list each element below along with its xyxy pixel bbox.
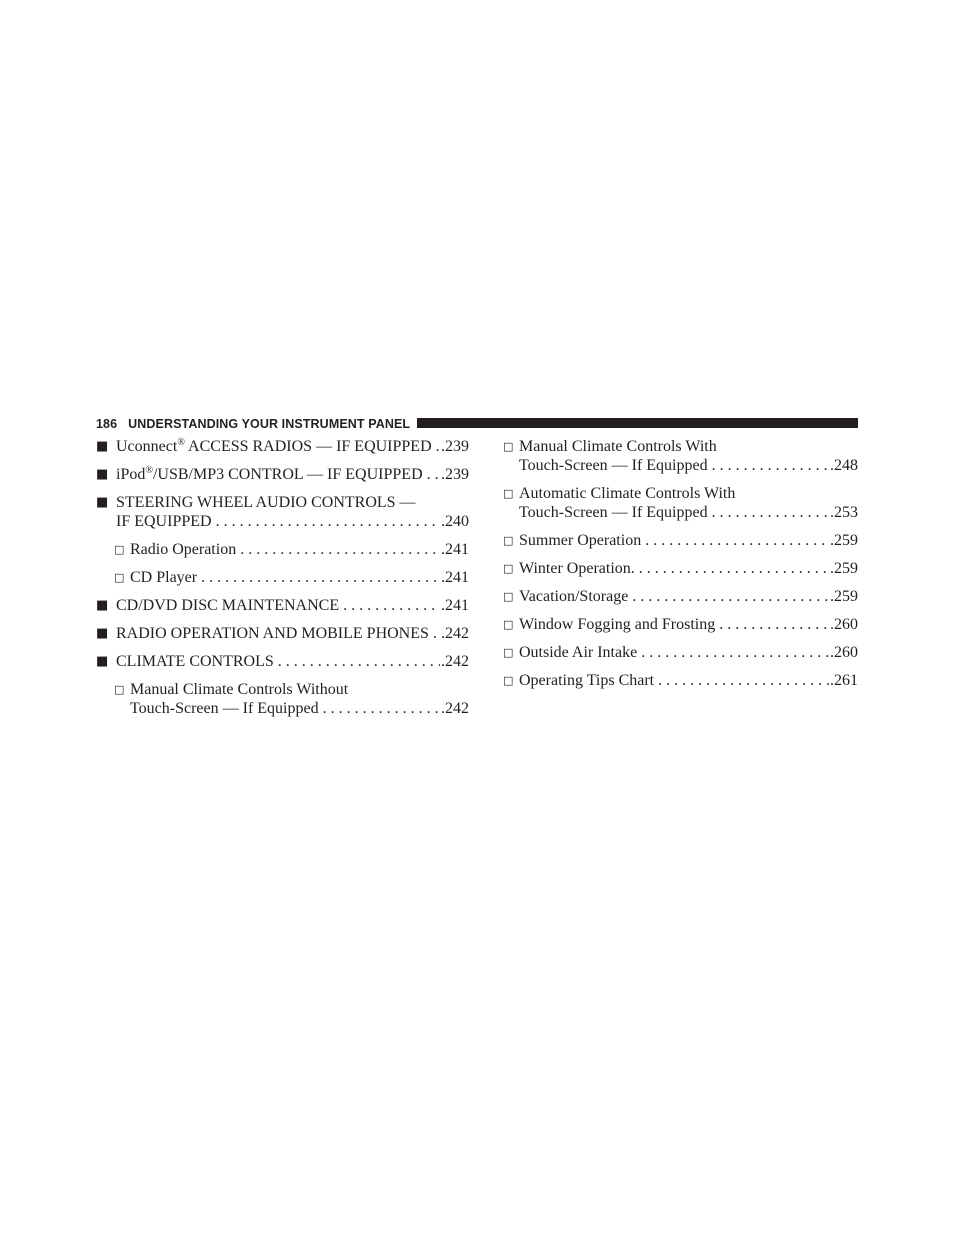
filled-square-bullet-icon: ■ <box>96 439 109 454</box>
toc-page-number: .241 <box>441 541 469 558</box>
toc-entry-title: Touch-Screen — If Equipped <box>130 700 319 717</box>
hollow-square-bullet-icon: □ <box>114 571 125 584</box>
hollow-square-bullet-icon: □ <box>503 562 514 575</box>
toc-page-number: .260 <box>830 644 858 661</box>
toc-page-number: .242 <box>441 700 469 717</box>
toc-entry-title: Automatic Climate Controls With <box>519 485 736 502</box>
dot-leader <box>427 465 440 484</box>
section-title: UNDERSTANDING YOUR INSTRUMENT PANEL <box>128 417 411 431</box>
dot-leader <box>201 568 440 587</box>
hollow-square-bullet-icon: □ <box>503 618 514 631</box>
toc-page-number: .239 <box>441 438 469 455</box>
hollow-square-bullet-icon: □ <box>503 487 514 500</box>
toc-entry-title: Uconnect® ACCESS RADIOS — IF EQUIPPED <box>116 437 432 455</box>
filled-square-bullet-icon: ■ <box>96 598 109 613</box>
toc-entry-title: Touch-Screen — If Equipped <box>519 457 708 474</box>
hollow-square-bullet-icon: □ <box>503 534 514 547</box>
dot-leader <box>639 559 829 578</box>
toc-entry-title: Summer Operation <box>519 532 642 549</box>
hollow-square-bullet-icon: □ <box>503 590 514 603</box>
toc-entry-title: Manual Climate Controls Without <box>130 681 349 698</box>
toc-entry[interactable] <box>96 465 469 484</box>
filled-square-bullet-icon: ■ <box>96 654 109 669</box>
toc-entry[interactable] <box>503 559 858 578</box>
toc-entry[interactable] <box>96 596 469 615</box>
filled-square-bullet-icon: ■ <box>96 467 109 482</box>
toc-page-number: .242 <box>441 625 469 642</box>
filled-square-bullet-icon: ■ <box>96 495 109 510</box>
dot-leader <box>216 512 440 531</box>
toc-entry-title: Manual Climate Controls With <box>519 438 717 455</box>
page-header <box>96 417 858 431</box>
toc-page-number: .259 <box>830 560 858 577</box>
toc-right-column <box>503 437 858 690</box>
toc-page-number: .240 <box>441 513 469 530</box>
toc-page-number: .259 <box>830 588 858 605</box>
hollow-square-bullet-icon: □ <box>114 543 125 556</box>
toc-entry[interactable] <box>96 493 469 531</box>
toc-entry-title: CLIMATE CONTROLS <box>116 653 274 670</box>
dot-leader <box>436 437 440 456</box>
toc-entry-title: Operating Tips Chart <box>519 672 655 689</box>
toc-entry[interactable] <box>96 568 469 587</box>
toc-page-number: .241 <box>441 597 469 614</box>
toc-left-column <box>96 437 469 718</box>
dot-leader <box>343 596 440 615</box>
toc-page-number: .259 <box>830 532 858 549</box>
toc-entry-title: IF EQUIPPED <box>116 513 212 530</box>
toc-entry[interactable] <box>503 643 858 662</box>
toc-entry[interactable] <box>96 680 469 718</box>
toc-page-number: .239 <box>441 466 469 483</box>
dot-leader <box>712 503 829 522</box>
toc-entry[interactable] <box>96 652 469 671</box>
filled-square-bullet-icon: ■ <box>96 626 109 641</box>
toc-entry-title: Winter Operation. <box>519 560 635 577</box>
dot-leader <box>433 624 440 643</box>
toc-entry[interactable] <box>96 437 469 456</box>
dot-leader <box>323 699 440 718</box>
hollow-square-bullet-icon: □ <box>503 440 514 453</box>
dot-leader <box>240 540 440 559</box>
toc-entry-title: Window Fogging and Frosting <box>519 616 716 633</box>
toc-entry[interactable] <box>503 615 858 634</box>
toc-entry-title: CD/DVD DISC MAINTENANCE <box>116 597 340 614</box>
toc-page-number: .242 <box>441 653 469 670</box>
header-rule <box>417 418 858 428</box>
toc-page-number: .248 <box>830 457 858 474</box>
toc-entry-title: Outside Air Intake <box>519 644 638 661</box>
toc-entry-title: CD Player <box>130 569 198 586</box>
toc-entry[interactable] <box>503 671 858 690</box>
toc-entry[interactable] <box>96 624 469 643</box>
hollow-square-bullet-icon: □ <box>114 683 125 696</box>
dot-leader <box>658 671 829 690</box>
hollow-square-bullet-icon: □ <box>503 674 514 687</box>
toc-entry-title: iPod®/USB/MP3 CONTROL — IF EQUIPPED <box>116 465 423 483</box>
hollow-square-bullet-icon: □ <box>503 646 514 659</box>
toc-page-number: .261 <box>830 672 858 689</box>
toc-entry-title: RADIO OPERATION AND MOBILE PHONES <box>116 625 429 642</box>
toc-entry-title: Touch-Screen — If Equipped <box>519 504 708 521</box>
dot-leader <box>632 587 829 606</box>
dot-leader <box>645 531 829 550</box>
toc-page-number: .260 <box>830 616 858 633</box>
dot-leader <box>278 652 440 671</box>
toc-page-number: .241 <box>441 569 469 586</box>
toc-entry-title: STEERING WHEEL AUDIO CONTROLS — <box>116 494 416 511</box>
toc-entry[interactable] <box>503 531 858 550</box>
toc-entry[interactable] <box>503 484 858 522</box>
toc-entry[interactable] <box>96 540 469 559</box>
dot-leader <box>712 456 829 475</box>
dot-leader <box>641 643 829 662</box>
toc-entry[interactable] <box>503 437 858 475</box>
toc-entry-title: Radio Operation <box>130 541 237 558</box>
toc-page-number: .253 <box>830 504 858 521</box>
dot-leader <box>719 615 829 634</box>
toc-entry[interactable] <box>503 587 858 606</box>
page-number: 186 <box>96 417 118 431</box>
toc-entry-title: Vacation/Storage <box>519 588 629 605</box>
